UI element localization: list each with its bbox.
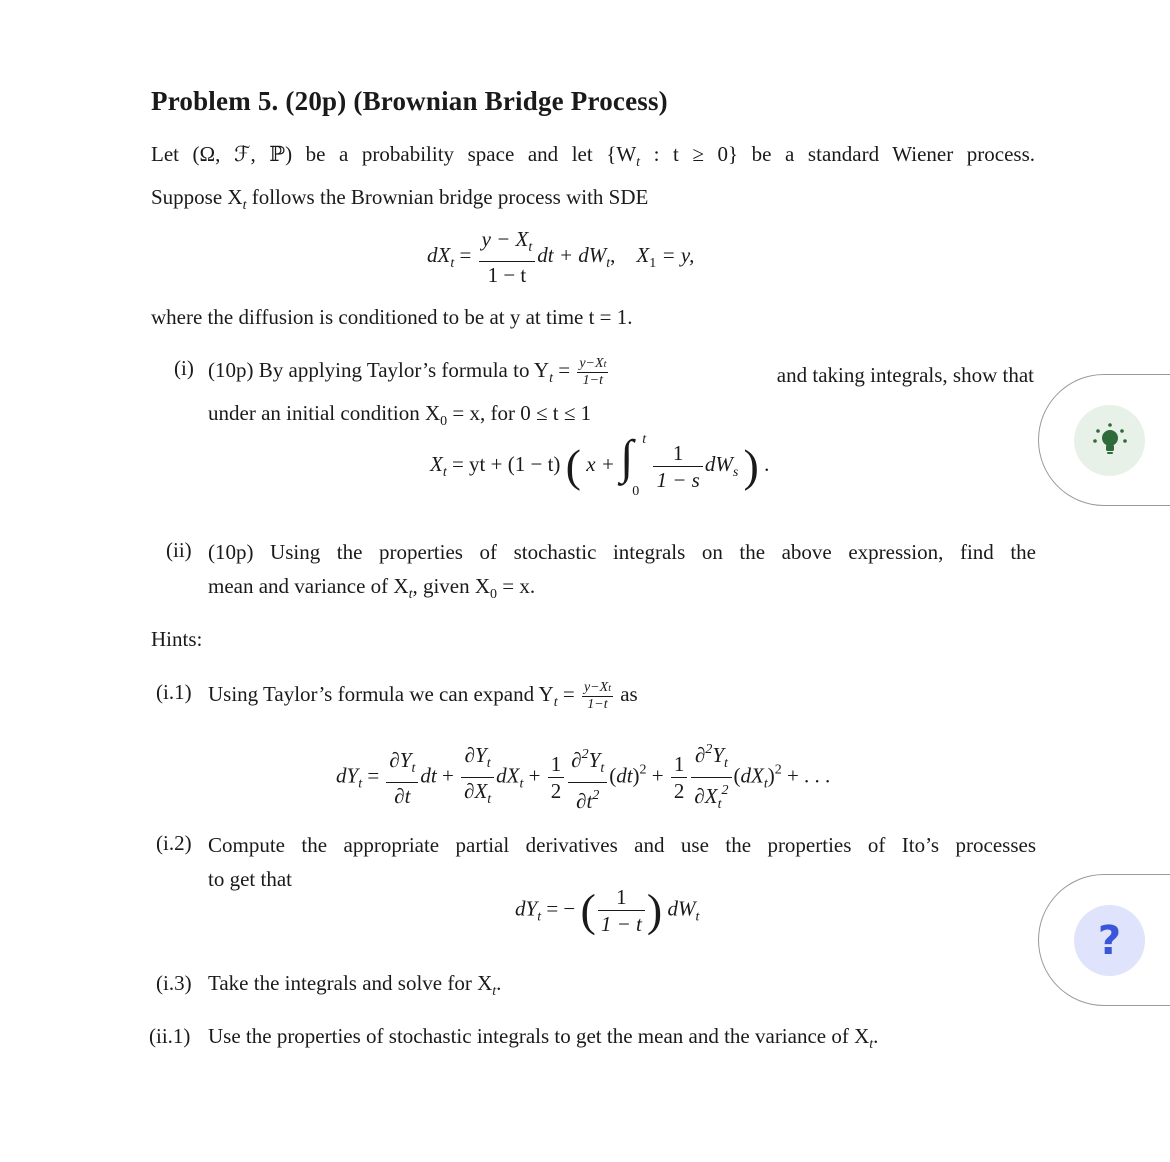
dy-result-equation: $dY_t$ = − ( $\frac{1}{1 - t}$ ) $dW_t$ xyxy=(515,884,700,936)
part-ii-label: (ii) xyxy=(166,538,192,562)
hint-3-label: (i.3) xyxy=(156,971,192,995)
question-icon: ? xyxy=(1097,917,1122,964)
hint-4-text: Use the properties of stochastic integrals to get the mean and the variance of $X_t$. xyxy=(208,1024,879,1052)
part-i-label: (i) xyxy=(174,356,194,380)
hints-heading: Hints: xyxy=(151,627,203,651)
taylor-expansion: $dY_t$ = $\frac{\partial Y_t}{\partial t}$ dt + $\frac{\partial Y_t}{\partial X_t}$ $dX_t$ + $\frac{1}{2}$ $\frac{\partial^2Y_t}{\partial t^2}$ (dt)$^2$ + $\frac{1}{2}$ $\frac{\partial^2Y_t}{\partial X_t^2}$ $(dX_t)^2$ + . . . xyxy=(336,737,830,818)
help-button[interactable] xyxy=(1074,905,1145,976)
lightbulb-icon xyxy=(1090,421,1130,461)
problem-title: Problem 5. (20p) (Brownian Bridge Process) xyxy=(151,86,668,116)
y-fraction-small-2: $\frac{y-Xt}{1-t}$ xyxy=(583,680,611,712)
sde-lhs: dX xyxy=(427,242,451,267)
where-text: where the diffusion is conditioned to be at y at time t = 1. xyxy=(151,305,633,329)
sde-equation: $dX_t$ = $\frac{y - X_t}{1 - t}$ dt + $dW_t$, $X_1 = y$, xyxy=(427,227,695,287)
y-fraction-small: $\frac{y-Xt}{1-t}$ xyxy=(579,356,607,389)
hint-4-label: (ii.1) xyxy=(149,1024,191,1048)
sde-rest: dt + dW xyxy=(537,242,607,267)
hint-2-label: (i.2) xyxy=(156,831,192,855)
intro-line1: Let (Ω, ℱ, ℙ) be a probability space and let {W xyxy=(151,142,637,166)
part-ii-text: (10p) Using the properties of stochastic integrals on the above expression, find the mean and variance of $X_t$, given $X_0 = x$. xyxy=(208,540,1036,602)
sde-num: y − X xyxy=(481,227,529,251)
hint-1-text: Using Taylor’s formula we can expand $Y_t$ = $\frac{y-Xt}{1-t}$ as xyxy=(208,680,638,712)
intro-line2b: follows the Brownian bridge process with SDE xyxy=(246,185,649,209)
part-i-text: (10p) By applying Taylor’s formula to $Y_t$ = $\frac{y-Xt}{1-t}$ and taking integrals, show that under an initial condition $X_0 = x$, for 0 ≤ t ≤ 1 xyxy=(208,356,1034,429)
sde-fraction: $\frac{y - X_t}{1 - t}$ xyxy=(479,226,536,288)
hint-2-text: Compute the appropriate partial derivatives and use the properties of Ito’s processes to get that xyxy=(208,833,1036,891)
intro-paragraph: Let (Ω, ℱ, ℙ) be a probability space and let {$W_t$ : t ≥ 0} be a standard Wiener process. Suppose $X_t$ follows the Brownian bridge process with SDE xyxy=(151,142,1036,213)
hint-1-label: (i.1) xyxy=(156,680,192,704)
sde-cond-val: = y, xyxy=(656,242,695,267)
sde-cond: X xyxy=(636,242,650,267)
integrand-fraction: $\frac{1}{1 - s}$ xyxy=(653,440,702,493)
hint-3-text: Take the integrals and solve for $X_t$. xyxy=(208,971,502,999)
lightbulb-button[interactable] xyxy=(1074,405,1145,476)
intro-line2a: Suppose X xyxy=(151,185,243,209)
solution-equation: $X_t$ = yt + (1 − t) ( x + ∫ t 0 $\frac{1}{1 - s}$ $dW_s$ ) . xyxy=(430,431,770,499)
integral-sign: ∫ t 0 xyxy=(620,431,647,499)
sde-den: 1 − t xyxy=(487,263,527,287)
intro-line1b: : t ≥ 0} be a standard Wiener process. xyxy=(640,142,1036,166)
